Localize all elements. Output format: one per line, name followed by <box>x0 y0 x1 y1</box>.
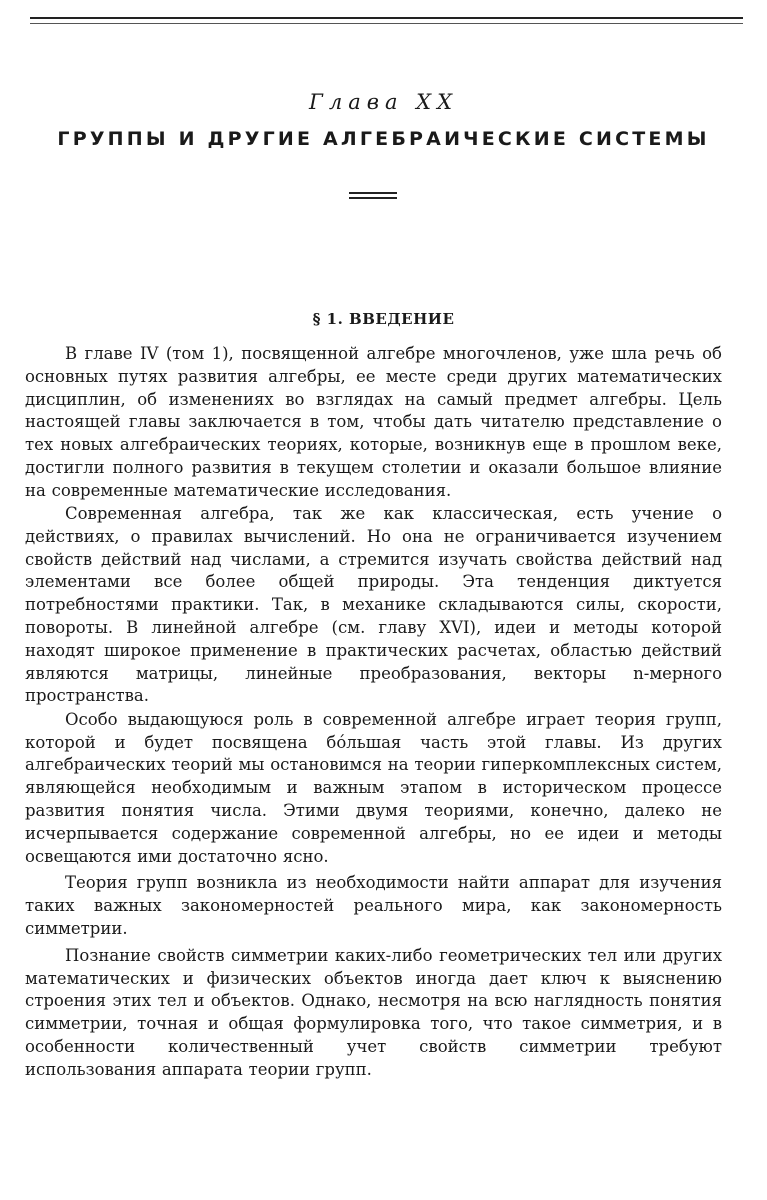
chapter-label: Глава XX <box>308 90 459 114</box>
title-underline <box>349 192 397 194</box>
top-rule <box>30 17 743 19</box>
section-heading: § 1. ВВЕДЕНИЕ <box>312 310 455 328</box>
paragraph-2: Современная алгебра, так же как классическая, есть учение о действиях, о правилах вычислений. Но она не ограничивается изучением свойств действий над числами, а стремится изучать свойства действий над элементами все более общей природы. Эта тенденция диктуется потребностями практики. Так, в механике складываются силы, скорости, повороты. В линейной алгебре (см. главу XVI), идеи и методы которой находят широкое применение в практических расчетах, областью действий являются матрицы, линейные преобразования, векторы n-мерного пространства. <box>25 504 722 706</box>
top-rule-thin <box>30 23 743 24</box>
body-text <box>25 343 722 1082</box>
title-underline-second <box>349 197 397 199</box>
paragraph-3: Особо выдающуюся роль в современной алгебре играет теория групп, которой и будет посвящена бóльшая часть этой главы. Из других алгебраических теорий мы остановимся на теории гиперкомплексных систем, являющейся необходимым и важным этапом в историческом процессе развития понятия числа. Этими двумя теориями, конечно, далеко не исчерпывается содержание современной алгебры, но ее идеи и методы освещаются ими достаточно ясно. <box>25 709 722 866</box>
paragraph-1: В главе IV (том 1), посвященной алгебре многочленов, уже шла речь об основных путях развития алгебры, ее месте среди других математических дисциплин, об изменениях во взглядах на самый предмет алгебры. Цель настоящей главы заключается в том, чтобы дать читателю представление о тех новых алгебраических теориях, которые, возникнув еще в прошлом веке, достигли полного развития в текущем столетии и оказали большое влияние на современные математические исследования. <box>25 344 722 500</box>
paragraph-4: Теория групп возникла из необходимости найти аппарат для изучения таких важных закономерностей реального мира, как закономерность симметрии. <box>25 873 722 938</box>
chapter-title: ГРУППЫ И ДРУГИЕ АЛГЕБРАИЧЕСКИЕ СИСТЕМЫ <box>57 128 710 150</box>
paragraph-5: Познание свойств симметрии каких-либо геометрических тел или других математических и физических объектов иногда дает ключ к выяснению строения этих тел и объектов. Однако, несмотря на всю наглядность понятия симметрии, точная и общая формулировка того, что такое симметрия, и в особенности количественный учет свойств симметрии требуют использования аппарата теории групп. <box>25 945 722 1079</box>
